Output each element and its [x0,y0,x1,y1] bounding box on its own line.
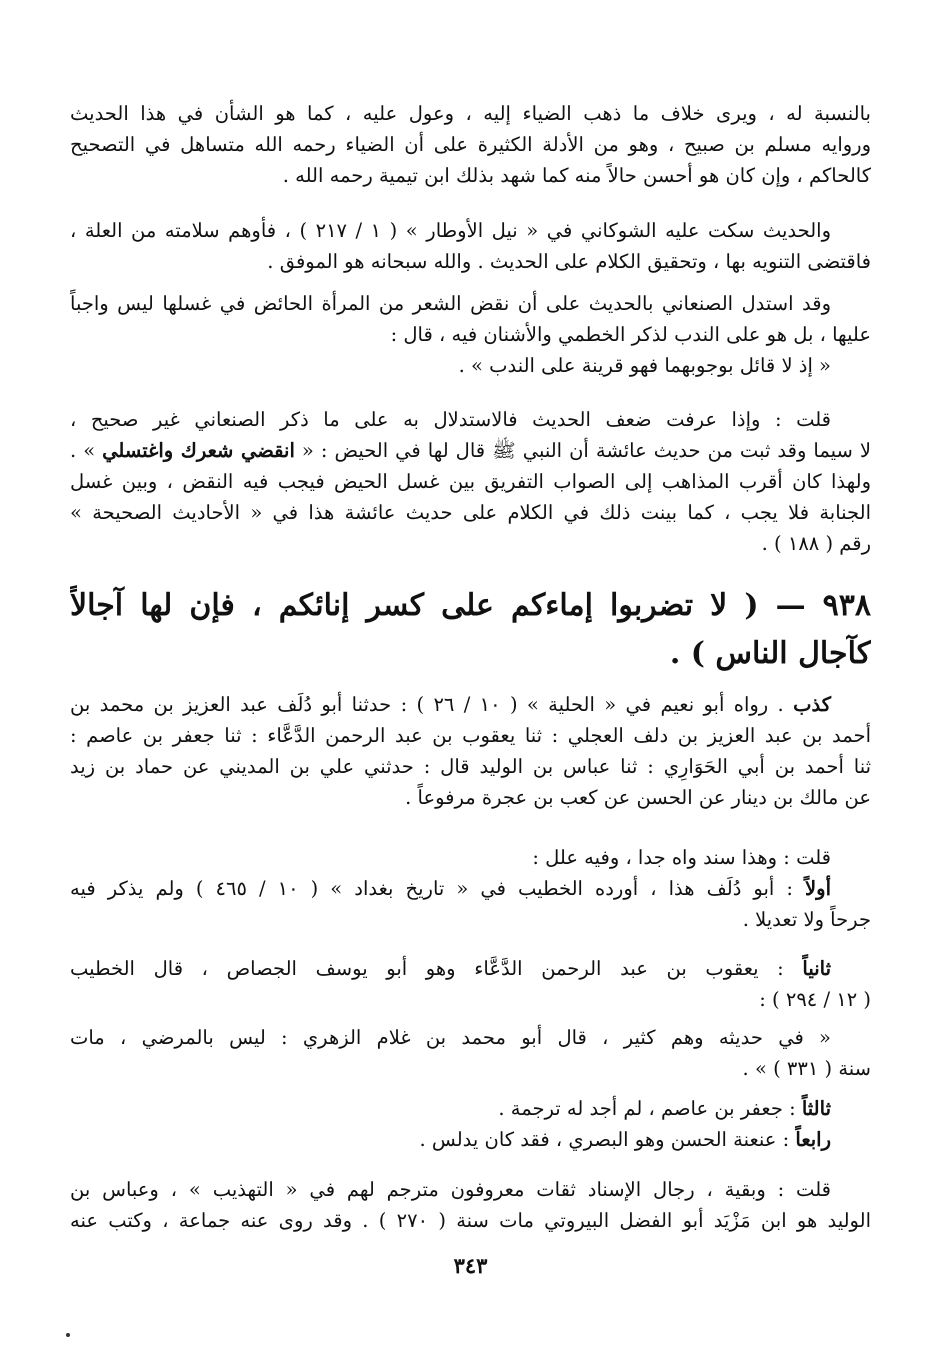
text-line: ولهذا كان أقرب المذاهب إلى الصواب التفريق بين غسل الحيض فيجب فيه النقض ، وبين غسل [70,470,871,493]
hadith-heading [70,582,871,678]
paragraph-12 [70,1174,871,1236]
paragraph-8 [70,953,871,1015]
text-line: أحمد بن عبد العزيز بن دلف العجلي : ثنا يعقوب بن عبد الرحمن الدَّعَّاء : ثنا جعفر بن عاصم : [70,724,871,747]
text-line: الجنابة فلا يجب ، كما بينت ذلك في الكلام على حديث عائشة هذا في « الأحاديث الصحيحة » [70,501,871,524]
text-line: قلت : وإذا عرفت ضعف الحديث فالاستدلال به على ما ذكر الصنعاني غير صحيح ، [70,408,831,431]
verdict-label: كذب [793,693,831,716]
scan-speck [66,1333,70,1337]
hadith-line: ٩٣٨ — ( لا تضربوا إماءكم على كسر إنائكم ، فإن لها آجالاً [70,588,871,623]
paragraph-6 [70,842,871,873]
text-line: رابعاً : عنعنة الحسن وهو البصري ، فقد كان يدلس . [419,1128,831,1151]
text-line: ( ١٢ / ٢٩٤ ) : [759,988,871,1011]
bold-quote: انقضي شعرك واغتسلي [102,439,295,462]
point-label: رابعاً [795,1128,831,1151]
text-line: رقم ( ١٨٨ ) . [761,532,871,555]
quote-line: سنة ( ٣٣١ ) » . [742,1057,871,1080]
text-line: ثانياً : يعقوب بن عبد الرحمن الدَّعَّاء وهو أبو يوسف الجصاص ، قال الخطيب [70,957,831,980]
text-line: فاقتضى التنويه بها ، وتحقيق الكلام على الحديث . والله سبحانه هو الموفق . [267,250,871,273]
text-line: بالنسبة له ، ويرى خلاف ما ذهب الضياء إليه ، وعول عليه ، كما هو الشأن في هذا الحديث [70,102,871,125]
paragraph-11 [70,1124,871,1155]
text-line: عن مالك بن دينار عن الحسن عن كعب بن عجرة مرفوعاً . [405,786,871,809]
text-line: كذب . رواه أبو نعيم في « الحلية » ( ١٠ / ٢٦ ) : حدثنا أبو دُلَف عبد العزيز بن محمد بن [70,693,831,716]
paragraph-3 [70,288,871,381]
paragraph-4 [70,404,871,559]
point-label: ثانياً [802,957,831,980]
text-line: كالحاكم ، وإن كان هو أحسن حالاً منه كما شهد بذلك ابن تيمية رحمه الله . [282,164,871,187]
point-label: ثالثاً [801,1097,831,1120]
paragraph-5 [70,689,871,813]
paragraph-2 [70,215,871,277]
paragraph-9 [70,1022,871,1084]
paragraph-10 [70,1093,871,1124]
text-line: جرحاً ولا تعديلا . [742,908,871,931]
text-line: قلت : وبقية ، رجال الإسناد ثقات معروفون مترجم لهم في « التهذيب » ، وعباس بن [70,1178,831,1201]
text-line: لا سيما وقد ثبت من حديث عائشة أن النبي ﷺ قال لها في الحيض : « انقضي شعرك واغتسلي » . [70,439,871,462]
text-line: والحديث سكت عليه الشوكاني في « نيل الأوطار » ( ١ / ٢١٧ ) ، فأوهم سلامته من العلة ، [70,219,832,242]
page-number: ٣٤٣ [453,1253,488,1278]
text-line: عليها ، بل هو على الندب لذكر الخطمي والأشنان فيه ، قال : [390,323,871,346]
quote-line: « في حديثه وهم كثير ، قال أبو محمد بن غلام الزهري : ليس بالمرضي ، مات [70,1026,831,1049]
paragraph-7 [70,873,871,935]
text-line: وروايه مسلم بن صبيح ، وهو من الأدلة الكثيرة على أن الضياء رحمه الله متساهل في التصحيح [70,133,871,156]
quote-line: « إذ لا قائل بوجوبهما فهو قرينة على الندب » . [458,354,831,377]
text-line: ثنا أحمد بن أبي الحَوَارِي : ثنا عباس بن الوليد قال : حدثني علي بن المديني عن حماد بن زيد [70,755,871,778]
point-label: أولاً [805,877,831,900]
text-line: أولاً : أبو دُلَف هذا ، أورده الخطيب في « تاريخ بغداد » ( ١٠ / ٤٦٥ ) ولم يذكر فيه [70,877,831,900]
text-line: الوليد هو ابن مَزْيَد أبو الفضل البيروتي مات سنة ( ٢٧٠ ) . وقد روى عنه جماعة ، وكتب عنه [70,1209,871,1232]
paragraph-1 [70,98,871,191]
text-line: وقد استدل الصنعاني بالحديث على أن نقض الشعر من المرأة الحائض في غسلها ليس واجباً [70,292,831,315]
text-line: قلت : وهذا سند واه جدا ، وفيه علل : [532,846,831,869]
hadith-line: كآجال الناس ) . [669,636,871,671]
text-line: ثالثاً : جعفر بن عاصم ، لم أجد له ترجمة . [498,1097,831,1120]
